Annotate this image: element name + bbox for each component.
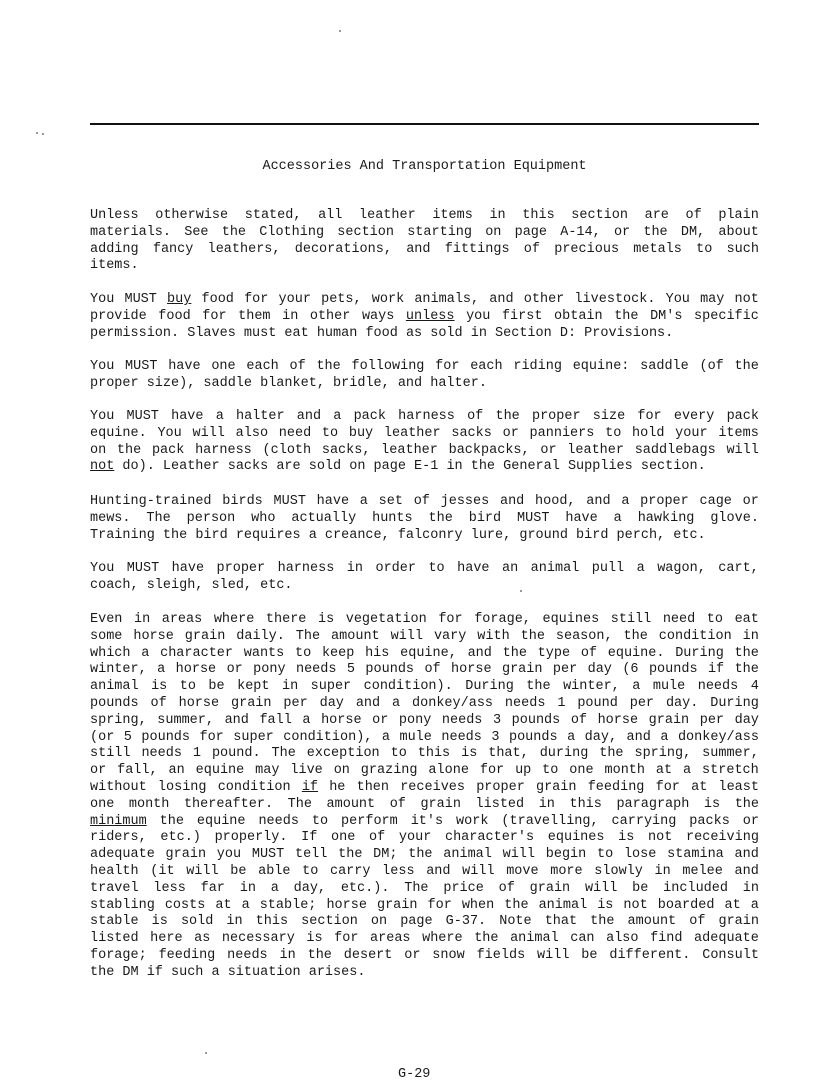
paragraph	[90, 208, 759, 275]
text-line: materials. See the Clothing section starting on page A-14, or the DM, about	[90, 224, 759, 240]
text-line: minimum the equine needs to perform it's work (travelling, carrying packs or	[90, 813, 759, 829]
text-line: stable is sold in this section on page G-37. Note that the amount of grain	[90, 914, 759, 930]
text-line: which a character wants to keep his equine, and the type of equine. During the	[90, 645, 759, 661]
text-line: coach, sleigh, sled, etc.	[90, 577, 293, 593]
page-title: Accessories And Transportation Equipment	[262, 159, 587, 174]
text-line: health (it will be able to carry less and will move more slowly in melee and	[90, 863, 759, 879]
text-line: stabling costs at a stable; horse grain for when the animal is not boarded at a	[90, 897, 759, 913]
text-line: You MUST have a halter and a pack harness of the proper size for every pack	[90, 409, 759, 424]
text-line: on the pack harness (cloth sacks, leather backpacks, or leather saddlebags will	[90, 442, 759, 458]
scan-speck	[520, 590, 522, 592]
text-line: not do). Leather sacks are sold on page E-1 in the General Supplies section.	[90, 459, 706, 475]
scan-speck	[42, 133, 44, 135]
paragraph	[90, 494, 759, 544]
text-line: the DM if such a situation arises.	[90, 964, 366, 980]
text-line: without losing condition if he then receives proper grain feeding for at least	[90, 779, 759, 795]
scan-speck	[205, 1052, 207, 1054]
text-line: or fall, an equine may live on grazing alone for up to one month at a stretch	[90, 763, 759, 779]
scan-speck	[36, 132, 38, 134]
text-line: riders, etc.) properly. If one of your character's equines is not receiving	[90, 830, 759, 846]
text-line: Hunting-trained birds MUST have a set of jesses and hood, and a proper cage or	[90, 494, 759, 509]
paragraph	[90, 359, 759, 393]
text-line: winter, a horse or pony needs 5 pounds of horse grain per day (6 pounds if the	[90, 662, 759, 678]
text-line: You MUST buy food for your pets, work animals, and other livestock. You may not	[90, 292, 759, 307]
text-line: still needs 1 pound. The exception to this is that, during the spring, summer,	[90, 746, 759, 762]
paragraph	[90, 292, 759, 342]
page-number: G-29	[398, 1067, 431, 1082]
text-line: travel less far in a day, etc.). The price of grain will be included in	[90, 880, 759, 896]
text-line: provide food for them in other ways unless you first obtain the DM's specific	[90, 308, 759, 324]
text-line: pounds of horse grain per day and a donkey/ass needs 1 pound per day. During	[90, 695, 759, 711]
text-line: mews. The person who actually hunts the bird MUST have a hawking glove.	[90, 510, 759, 526]
text-line: animal is to be kept in super condition). During the winter, a mule needs 4	[90, 679, 759, 695]
text-line: You MUST have proper harness in order to have an animal pull a wagon, cart,	[90, 561, 759, 576]
paragraph	[90, 409, 759, 476]
scan-speck	[339, 30, 341, 32]
text-line: Training the bird requires a creance, falconry lure, ground bird perch, etc.	[90, 527, 706, 543]
text-line: listed here as necessary is for areas where the animal can also find adequate	[90, 931, 759, 947]
text-line: Even in areas where there is vegetation for forage, equines still need to eat	[90, 612, 759, 627]
text-line: one month thereafter. The amount of grain listed in this paragraph is the	[90, 796, 759, 812]
text-line: equine. You will also need to buy leather sacks or panniers to hold your items	[90, 425, 759, 441]
text-line: adding fancy leathers, decorations, and fittings of precious metals to such	[90, 241, 759, 257]
text-line: adequate grain you MUST tell the DM; the animal will begin to lose stamina and	[90, 847, 759, 863]
text-line: proper size), saddle blanket, bridle, and halter.	[90, 375, 487, 391]
top-rule	[90, 123, 759, 125]
paragraph	[90, 612, 759, 982]
text-line: permission. Slaves must eat human food as sold in Section D: Provisions.	[90, 325, 674, 341]
text-line: spring, summer, and fall a horse or pony needs 3 pounds of horse grain per day	[90, 712, 759, 728]
text-line: (or 5 pounds for super condition), a mule needs 3 pounds a day, and a donkey/ass	[90, 729, 759, 745]
text-line: You MUST have one each of the following for each riding equine: saddle (of the	[90, 359, 759, 374]
text-line: forage; feeding needs in the desert or snow fields will be different. Consult	[90, 947, 759, 963]
text-line: items.	[90, 258, 139, 274]
text-line: Unless otherwise stated, all leather items in this section are of plain	[90, 208, 759, 223]
paragraph	[90, 561, 759, 595]
text-line: some horse grain daily. The amount will vary with the season, the condition in	[90, 628, 759, 644]
